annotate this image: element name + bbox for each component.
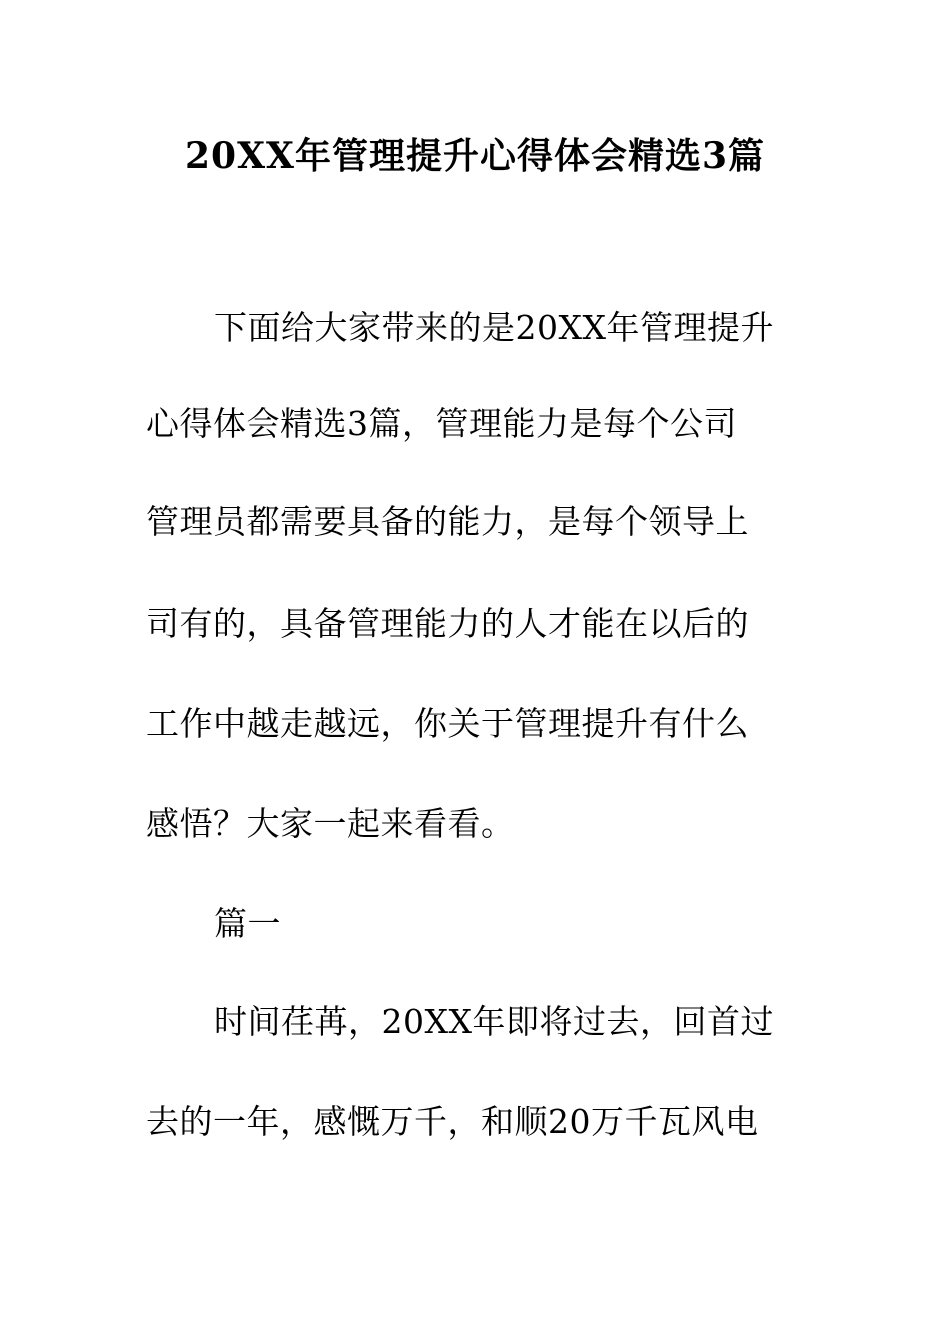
intro-line: 下面给大家带来的是20XX年管理提升 (214, 308, 774, 347)
section-line: 去的一年，感慨万千，和顺20万千瓦风电 (146, 1102, 759, 1141)
intro-line: 感悟？大家一起来看看。 (146, 804, 515, 843)
intro-line: 工作中越走越远，你关于管理提升有什么 (146, 704, 749, 743)
document-title: 20XX年管理提升心得体会精选3篇 (184, 135, 765, 177)
section-heading: 篇一 (214, 904, 281, 943)
intro-line: 心得体会精选3篇，管理能力是每个公司 (146, 404, 737, 443)
intro-line: 管理员都需要具备的能力，是每个领导上 (146, 502, 749, 541)
intro-line: 司有的，具备管理能力的人才能在以后的 (146, 604, 749, 643)
section-line: 时间荏苒，20XX年即将过去，回首过 (214, 1002, 774, 1041)
